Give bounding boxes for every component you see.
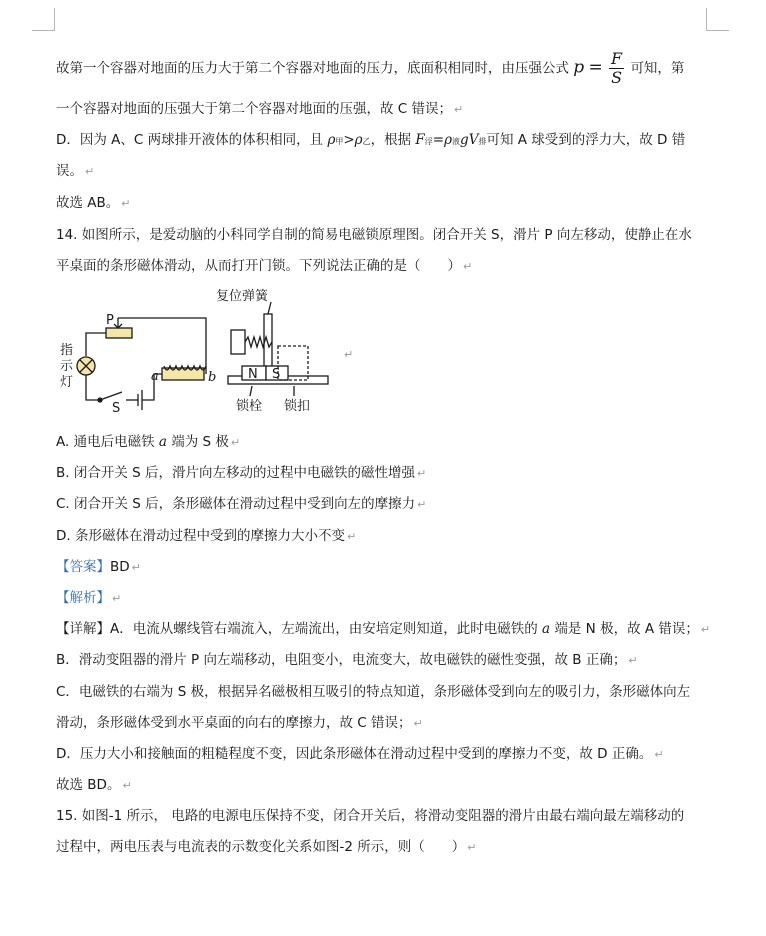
paragraph-mark: ↵ <box>454 103 464 116</box>
coil-end-b-label: b <box>208 370 217 385</box>
text-segment: 过程中，两电压表与电流表的示数变化关系如图-2 所示，则（ ） <box>56 839 466 855</box>
text-line-5 <box>56 193 131 214</box>
paragraph-mark: ↵ <box>85 165 95 178</box>
formula-rho: ρ <box>327 132 336 148</box>
text-segment: D．因为 A、C 两球排开液体的体积相同，且 <box>56 132 324 148</box>
detail-variable-a: a <box>542 621 551 637</box>
switch-label: S <box>112 401 121 416</box>
buckle-label: 锁扣 <box>284 399 311 414</box>
spring-label: 复位弹簧 <box>216 289 269 304</box>
text-segment: B. 闭合开关 S 后，滑片向左移动的过程中电磁铁的磁性增强 <box>56 465 415 481</box>
figure-line-end <box>342 344 353 365</box>
text-segment: 误。 <box>56 163 83 179</box>
text-segment: 可知，第 <box>630 60 685 77</box>
option-a-variable: a <box>158 434 167 450</box>
rheostat-resistor <box>106 328 132 338</box>
text-line-1 <box>56 50 684 87</box>
text-line-3 <box>56 130 685 152</box>
bolt-label: 锁栓 <box>236 399 263 414</box>
wire-top <box>118 318 206 374</box>
battery-cells <box>138 390 142 410</box>
formula-fraction <box>609 50 624 87</box>
magnet-n-pole-label: N <box>248 367 258 382</box>
text-segment: 故选 AB。 <box>56 195 120 211</box>
wire-left <box>86 333 106 356</box>
paragraph-mark: ↵ <box>112 592 122 605</box>
magnet-s-pole-label: S <box>272 367 281 382</box>
paragraph-mark: ↵ <box>413 717 423 730</box>
text-segment: 14. 如图所示，是爱动脑的小科同学自制的简易电磁锁原理图。闭合开关 S，滑片 P 向左移动，使静止在水 <box>56 227 692 243</box>
option-c <box>56 494 426 515</box>
question-14-line-1 <box>56 225 692 245</box>
fraction-numerator: F <box>611 49 623 68</box>
paragraph-mark: ↵ <box>131 561 141 574</box>
paragraph-mark: ↵ <box>346 530 357 543</box>
page-corner-mark-top-left <box>32 8 55 31</box>
question-15-line-1 <box>56 806 684 826</box>
detail-line-5 <box>56 744 664 765</box>
text-segment: 可知 A 球受到的浮力大，故 D 错 <box>486 132 686 148</box>
detail-line-3 <box>56 682 690 702</box>
option-a <box>56 432 240 453</box>
text-segment: 端是 N 极，故 A 错误； <box>554 621 699 637</box>
formula-subscript: 浮 <box>424 137 433 146</box>
lamp-label-char-1: 指 <box>60 343 74 358</box>
fraction-denominator: S <box>611 68 623 87</box>
option-d <box>56 526 356 547</box>
lamp-label-char-3: 灯 <box>60 375 74 390</box>
detail-line-4 <box>56 713 423 734</box>
formula-gV: gV <box>460 132 479 148</box>
slider-label: P <box>106 313 114 328</box>
paragraph-mark: ↵ <box>467 841 477 854</box>
text-segment: ，根据 <box>370 132 412 148</box>
formula-subscript: 液 <box>452 137 461 146</box>
text-segment: 一个容器对地面的压强大于第二个容器对地面的压强，故 C 错误； <box>56 101 453 117</box>
text-segment: 15. 如图-1 所示， 电路的电源电压保持不变，闭合开关后，将滑动变阻器的滑片由最右端向最左端移动的 <box>56 808 685 824</box>
paragraph-mark: ↵ <box>700 623 711 636</box>
text-segment: 平桌面的条形磁体滑动，从而打开门锁。下列说法正确的是（ ） <box>56 258 461 274</box>
text-segment: B．滑动变阻器的滑片 P 向左端移动，电阻变小，电流变大，故电磁铁的磁性变强，故 B 正确； <box>56 652 627 668</box>
paragraph-mark: ↵ <box>654 748 664 761</box>
formula-subscript: 乙 <box>362 137 371 146</box>
paragraph-mark: ↵ <box>344 348 354 361</box>
formula-p: p <box>573 57 585 78</box>
paragraph-mark: ↵ <box>230 436 241 449</box>
lamp-label-char-2: 示 <box>60 359 74 374</box>
spring-mount <box>231 330 245 354</box>
wire-lamp-bottom <box>86 375 98 400</box>
detail-line-6 <box>56 775 132 796</box>
paragraph-mark: ↵ <box>122 779 132 792</box>
paragraph-mark: ↵ <box>463 260 473 273</box>
page-corner-mark-top-right <box>706 8 729 31</box>
paragraph-mark: ↵ <box>628 654 638 667</box>
answer-tag: 【答案】 <box>56 559 110 575</box>
paragraph-mark: ↵ <box>417 467 427 480</box>
text-segment: 端为 S 极 <box>171 434 229 450</box>
coil-end-a-label: a <box>151 369 159 384</box>
detail-line-1 <box>56 619 710 640</box>
reset-spring <box>245 337 272 347</box>
text-segment: D．压力大小和接触面的粗糙程度不变，因此条形磁体在滑动过程中受到的摩擦力不变，故 D 正确。 <box>56 746 653 762</box>
text-segment: 滑动，条形磁体受到水平桌面的向右的摩擦力，故 C 错误； <box>56 715 412 731</box>
text-line-2 <box>56 99 463 120</box>
text-segment: 【详解】A．电流从螺线管右端流入，左端流出，由安培定则知道，此时电磁铁的 <box>56 621 538 637</box>
analysis-tag: 【解析】 <box>56 590 110 606</box>
answer-value: BD <box>110 559 130 575</box>
paragraph-mark: ↵ <box>417 498 427 511</box>
text-segment: 故第一个容器对地面的压力大于第二个容器对地面的压力，底面积相同时，由压强公式 <box>56 60 569 77</box>
switch-lever <box>100 392 122 400</box>
text-segment: C. 闭合开关 S 后，条形磁体在滑动过程中受到向左的摩擦力 <box>56 496 416 512</box>
formula-F: F <box>415 132 425 148</box>
spring-pointer <box>268 302 271 314</box>
analysis-tag-line <box>56 588 121 609</box>
formula-equals: = <box>588 57 603 78</box>
text-segment: 故选 BD。 <box>56 777 121 793</box>
formula-subscript: 甲 <box>335 137 344 146</box>
text-segment: D. 条形磁体在滑动过程中受到的摩擦力大小不变 <box>56 528 345 544</box>
formula-equals-rho: =ρ <box>432 132 453 148</box>
question-14-line-2 <box>56 256 472 277</box>
formula-greater-rho: >ρ <box>343 132 363 148</box>
electromagnetic-lock-diagram <box>56 284 356 420</box>
text-segment: A. 通电后电磁铁 <box>56 434 155 450</box>
paragraph-mark: ↵ <box>121 197 131 210</box>
text-segment: C．电磁铁的右端为 S 极，根据异名磁极相互吸引的特点知道，条形磁体受到向左的吸引力，条形磁体向左 <box>56 684 691 700</box>
circuit-diagram-svg <box>56 284 356 420</box>
formula-subscript: 排 <box>478 137 487 146</box>
text-line-4 <box>56 161 94 182</box>
bolt-pointer <box>250 386 252 396</box>
option-b <box>56 463 426 484</box>
answer-line <box>56 557 141 578</box>
question-15-line-2 <box>56 837 476 858</box>
detail-line-2 <box>56 650 638 671</box>
